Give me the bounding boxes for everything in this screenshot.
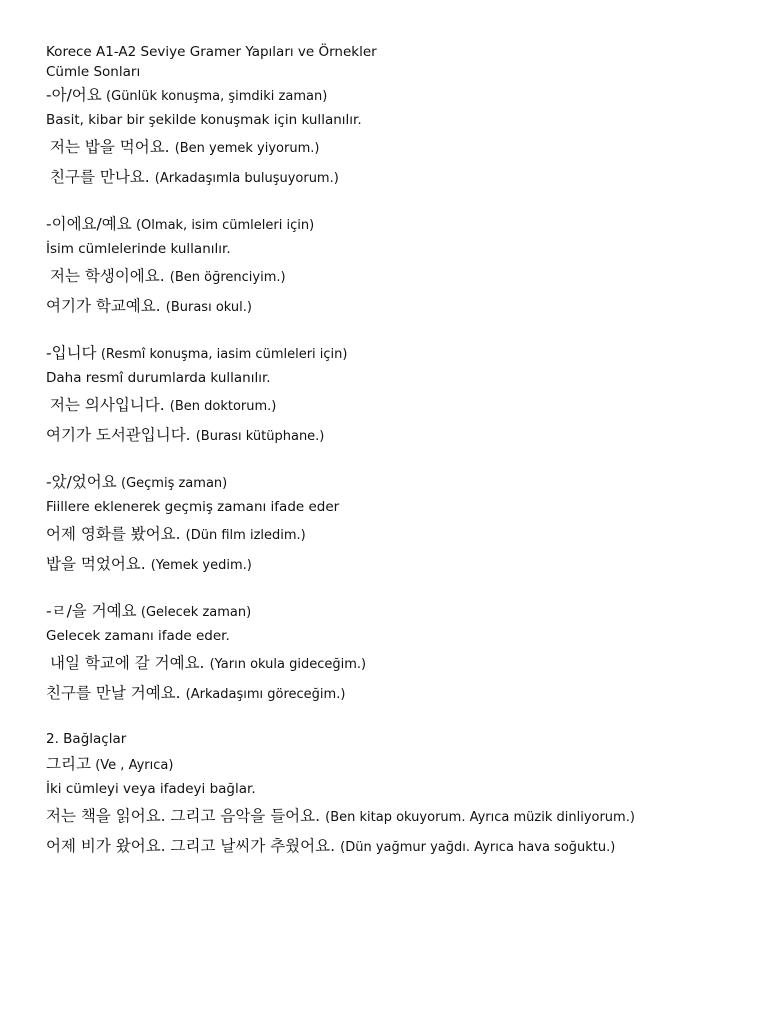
conjunctions-section [46, 727, 746, 861]
grammar-heading [46, 82, 746, 108]
example-korean: 친구를 만나요. [50, 168, 150, 186]
grammar-description: Fiillere eklenerek geçmiş zamanı ifade eder [46, 499, 340, 515]
grammar-description: Gelecek zamanı ifade eder. [46, 628, 230, 644]
example-translation: (Ben kitap okuyorum. Ayrıca müzik dinliyorum.) [325, 810, 635, 825]
grammar-pattern: -ㄹ/을 거예요 [46, 602, 137, 620]
example-translation: (Burası okul.) [165, 300, 252, 315]
example-translation: (Dün film izledim.) [185, 528, 306, 543]
grammar-description: Daha resmî durumlarda kullanılır. [46, 370, 271, 386]
grammar-description: Basit, kibar bir şekilde konuşmak için kullanılır. [46, 112, 362, 128]
grammar-heading [46, 211, 746, 237]
example-sentence [46, 801, 746, 831]
grammar-heading [46, 469, 746, 495]
example-sentence [46, 519, 746, 549]
grammar-section [46, 340, 746, 450]
conjunction-heading [46, 751, 746, 777]
example-korean: 친구를 만날 거예요. [46, 684, 181, 702]
example-korean: 내일 학교에 갈 거예요. [50, 654, 205, 672]
grammar-description: İsim cümlelerinde kullanılır. [46, 241, 231, 257]
section-title-cumle-sonlari: Cümle Sonları [46, 64, 141, 80]
grammar-section [46, 598, 746, 708]
example-translation: (Arkadaşımla buluşuyorum.) [154, 171, 339, 186]
example-sentence [46, 831, 746, 861]
document-body [46, 42, 746, 861]
example-sentence [46, 291, 746, 321]
conjunction-meaning: (Ve , Ayrıca) [95, 758, 174, 773]
grammar-heading [46, 598, 746, 624]
example-korean: 저는 의사입니다. [50, 396, 165, 414]
example-korean: 밥을 먹었어요. [46, 555, 146, 573]
grammar-section [46, 82, 746, 192]
example-translation: (Ben öğrenciyim.) [169, 270, 286, 285]
example-translation: (Dün yağmur yağdı. Ayrıca hava soğuktu.) [340, 840, 616, 855]
example-sentence [46, 390, 746, 420]
example-translation: (Ben yemek yiyorum.) [174, 141, 320, 156]
example-translation: (Ben doktorum.) [169, 399, 277, 414]
grammar-pattern: -아/어요 [46, 86, 102, 104]
grammar-section [46, 211, 746, 321]
grammar-meaning: (Gelecek zaman) [140, 605, 252, 620]
grammar-section [46, 469, 746, 579]
section-heading-baglaclar: 2. Bağlaçlar [46, 731, 127, 747]
example-korean: 어제 비가 왔어요. 그리고 날씨가 추웠어요. [46, 837, 336, 855]
example-korean: 여기가 학교예요. [46, 297, 161, 315]
example-sentence [46, 678, 746, 708]
example-sentence [46, 420, 746, 450]
example-translation: (Yarın okula gideceğim.) [209, 657, 367, 672]
grammar-meaning: (Günlük konuşma, şimdiki zaman) [106, 89, 328, 104]
example-korean: 저는 학생이에요. [50, 267, 165, 285]
example-sentence [46, 132, 746, 162]
grammar-meaning: (Geçmiş zaman) [121, 476, 228, 491]
example-translation: (Yemek yedim.) [150, 558, 252, 573]
conjunction-description: İki cümleyi veya ifadeyi bağlar. [46, 781, 256, 797]
grammar-heading [46, 340, 746, 366]
example-korean: 저는 책을 읽어요. 그리고 음악을 들어요. [46, 807, 321, 825]
example-translation: (Arkadaşımı göreceğim.) [185, 687, 346, 702]
example-sentence [46, 261, 746, 291]
example-sentence [46, 162, 746, 192]
example-korean: 여기가 도서관입니다. [46, 426, 191, 444]
example-korean: 저는 밥을 먹어요. [50, 138, 170, 156]
example-korean: 어제 영화를 봤어요. [46, 525, 181, 543]
grammar-meaning: (Resmî konuşma, iasim cümleleri için) [100, 347, 348, 362]
example-translation: (Burası kütüphane.) [195, 429, 325, 444]
grammar-pattern: -이에요/예요 [46, 215, 132, 233]
grammar-meaning: (Olmak, isim cümleleri için) [135, 218, 315, 233]
document-title: Korece A1-A2 Seviye Gramer Yapıları ve Örnekler [46, 44, 377, 60]
conjunction-word: 그리고 [46, 755, 91, 773]
grammar-pattern: -입니다 [46, 344, 97, 362]
example-sentence [46, 648, 746, 678]
example-sentence [46, 549, 746, 579]
grammar-pattern: -았/었어요 [46, 473, 117, 491]
